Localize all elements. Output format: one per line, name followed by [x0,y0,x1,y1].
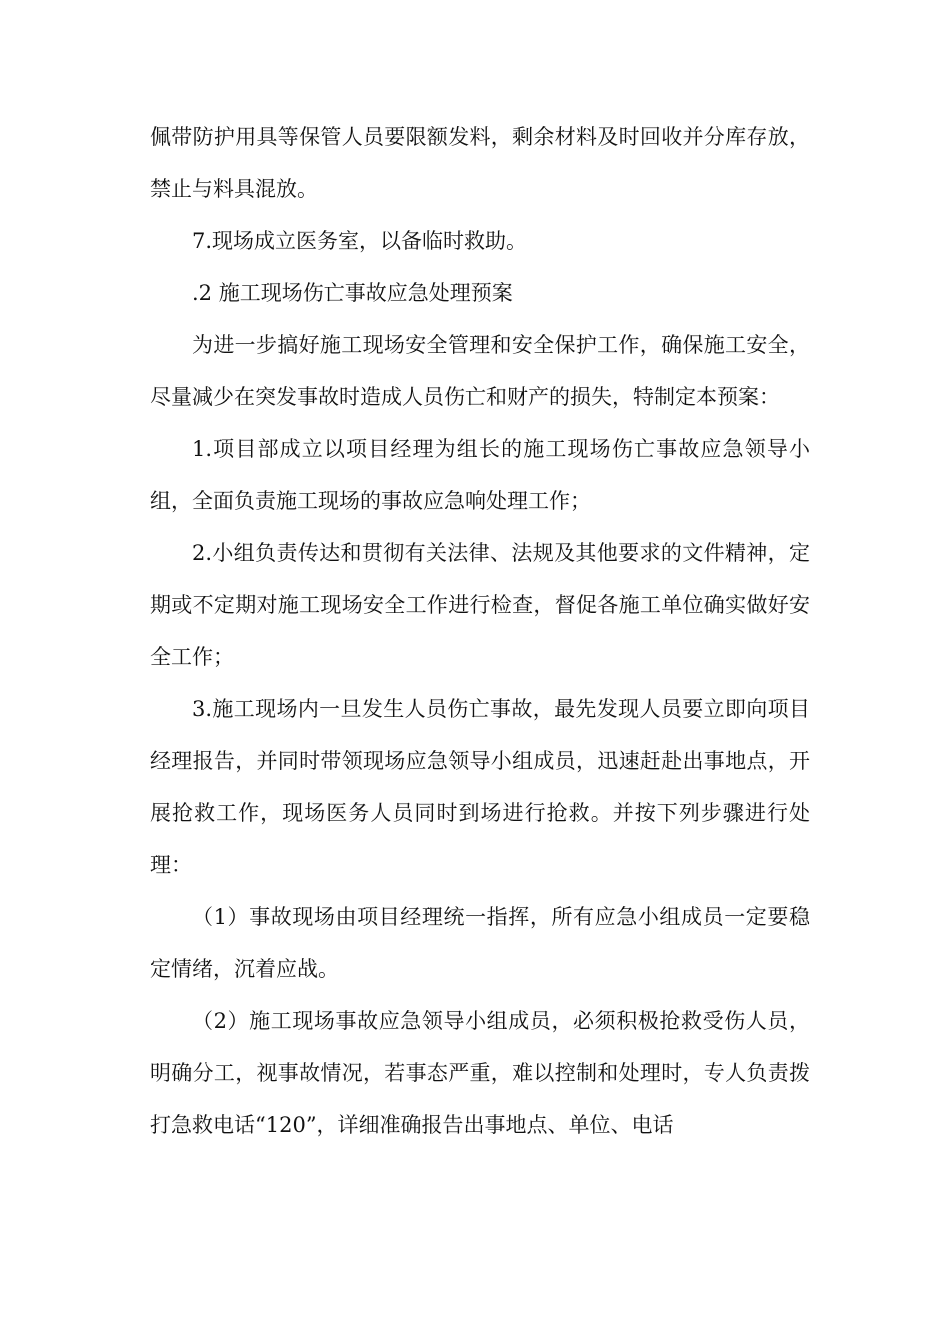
section-heading: .2 施工现场伤亡事故应急处理预案 [192,281,513,305]
paragraph-item-1: 1.项目部成立以项目经理为组长的施工现场伤亡事故应急领导小组，全面负责施工现场的事故应急响处理工作； [150,437,810,513]
paragraph-item-7: 7.现场成立医务室，以备临时救助。 [192,229,528,253]
paragraph-step-2: （2）施工现场事故应急领导小组成员，必须积极抢救受伤人员，明确分工，视事故情况，若事态严重，难以控制和处理时，专人负责拨打急救电话“120”，详细准确报告出事地点、单位、电话 [150,1009,810,1137]
paragraph-item-2: 2.小组负责传达和贯彻有关法律、法规及其他要求的文件精神，定期或不定期对施工现场安全工作进行检查，督促各施工单位确实做好安全工作； [150,541,810,669]
paragraph-item-3: 3.施工现场内一旦发生人员伤亡事故，最先发现人员要立即向项目经理报告，并同时带领现场应急领导小组成员，迅速赶赴出事地点，开展抢救工作，现场医务人员同时到场进行抢救。并按下列步骤进行处理： [150,697,810,877]
document-body [150,111,810,1151]
paragraph-storage-continued: 佩带防护用具等保管人员要限额发料，剩余材料及时回收并分库存放，禁止与料具混放。 [150,125,810,201]
paragraph-step-1: （1）事故现场由项目经理统一指挥，所有应急小组成员一定要稳定情绪，沉着应战。 [150,905,810,981]
paragraph-intro: 为进一步搞好施工现场安全管理和安全保护工作，确保施工安全，尽量减少在突发事故时造成人员伤亡和财产的损失，特制定本预案： [150,333,810,409]
